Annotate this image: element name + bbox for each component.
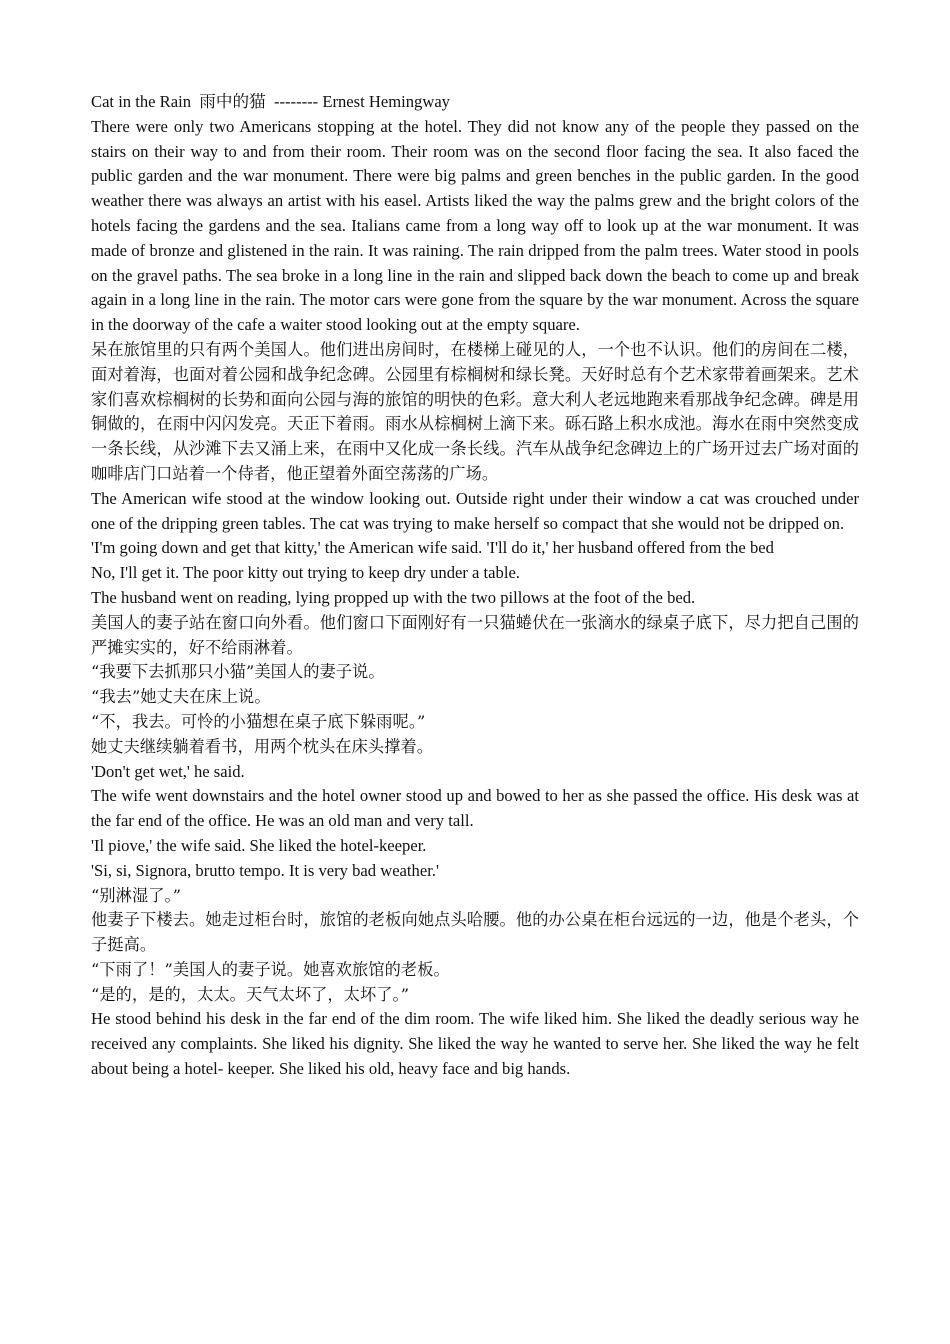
paragraph-en-get-kitty: 'I'm going down and get that kitty,' the American wife said. 'I'll do it,' her husband offered from the bed bbox=[91, 538, 774, 558]
paragraph-en-wife-window: The American wife stood at the window looking out. Outside right under their window a cat was crouched under one of the dripping green tables. The cat was trying to make herself so compact that she would not be dripped on. bbox=[91, 488, 859, 533]
paragraph-en-poor-kitty: No, I'll get it. The poor kitty out trying to keep dry under a table. bbox=[91, 563, 520, 583]
paragraph-zh-get-kitty: “我要下去抓那只小猫”美国人的妻子说。 bbox=[91, 662, 385, 682]
paragraph-en-si-signora: 'Si, si, Signora, brutto tempo. It is very bad weather.' bbox=[91, 860, 439, 880]
paragraph-en-opening: There were only two Americans stopping at the hotel. They did not know any of the people they passed on the stairs on their way to and from their room. Their room was on the second floor facing the sea. It also faced the public garden and the war monument. There were big palms and green benches in the public garden. In the good weather there was always an artist with his easel. Artists liked the way the palms grew and the bright colors of the hotels facing the gardens and the sea. Italians came from a long way off to look up at the war monument. It was made of bronze and glistened in the rain. It was raining. The rain dripped from the palm trees. Water stood in pools on the gravel paths. The sea broke in a long line in the rain and slipped back down the beach to come up and break again in a long line in the rain. The motor cars were gone from the square by the war monument. Across the square in the doorway of the cafe a waiter stood looking out at the empty square. bbox=[91, 116, 859, 335]
document-page bbox=[91, 90, 859, 1082]
paragraph-zh-opening: 呆在旅馆里的只有两个美国人。他们进出房间时，在楼梯上碰见的人，一个也不认识。他们的房间在二楼，面对着海，也面对着公园和战争纪念碑。公园里有棕榈树和绿长凳。天好时总有个艺术家带着画架来。艺术家们喜欢棕榈树的长势和面向公园与海的旅馆的明快的色彩。意大利人老远地跑来看那战争纪念碑。碑是用铜做的，在雨中闪闪发亮。天正下着雨。雨水从棕榈树上滴下来。砾石路上积水成池。海水在雨中突然变成一条长线，从沙滩下去又涌上来，在雨中又化成一条长线。汽车从战争纪念碑边上的广场开过去广场对面的咖啡店门口站着一个侍者，他正望着外面空荡荡的广场。 bbox=[91, 339, 859, 483]
paragraph-zh-dont-get-wet: “别淋湿了。” bbox=[91, 885, 182, 905]
paragraph-en-husband-reading: The husband went on reading, lying propped up with the two pillows at the foot of the bed. bbox=[91, 587, 696, 607]
paragraph-zh-husband-reading: 她丈夫继续躺着看书，用两个枕头在床头撑着。 bbox=[91, 736, 434, 756]
paragraph-zh-husband-offer: “我去”她丈夫在床上说。 bbox=[91, 687, 271, 707]
paragraph-zh-wife-window: 美国人的妻子站在窗口向外看。他们窗口下面刚好有一只猫蜷伏在一张滴水的绿桌子底下，尽力把自己围的严摊实实的，好不给雨淋着。 bbox=[91, 612, 859, 657]
paragraph-en-dont-get-wet: 'Don't get wet,' he said. bbox=[91, 761, 245, 781]
paragraph-zh-raining: “下雨了！”美国人的妻子说。她喜欢旅馆的老板。 bbox=[91, 959, 450, 979]
paragraph-zh-bad-weather: “是的，是的，太太。天气太坏了，太坏了。” bbox=[91, 984, 410, 1004]
paragraph-en-wife-downstairs: The wife went downstairs and the hotel owner stood up and bowed to her as she passed the office. His desk was at the far end of the office. He was an old man and very tall. bbox=[91, 786, 859, 831]
paragraph-zh-wife-downstairs: 他妻子下楼去。她走过柜台时，旅馆的老板向她点头哈腰。他的办公桌在柜台远远的一边，他是个老头，个子挺高。 bbox=[91, 910, 859, 955]
paragraph-en-hotel-keeper: He stood behind his desk in the far end of the dim room. The wife liked him. She liked the deadly serious way he received any complaints. She liked his dignity. She liked the way he wanted to serve her. She liked the way he felt about being a hotel- keeper. She liked his old, heavy face and big hands. bbox=[91, 1009, 859, 1079]
document-title: Cat in the Rain 雨中的猫 -------- Ernest Hemingway bbox=[91, 92, 450, 111]
paragraph-zh-poor-kitty: “不，我去。可怜的小猫想在桌子底下躲雨呢。” bbox=[91, 711, 426, 731]
paragraph-en-il-piove: 'Il piove,' the wife said. She liked the hotel-keeper. bbox=[91, 835, 427, 855]
